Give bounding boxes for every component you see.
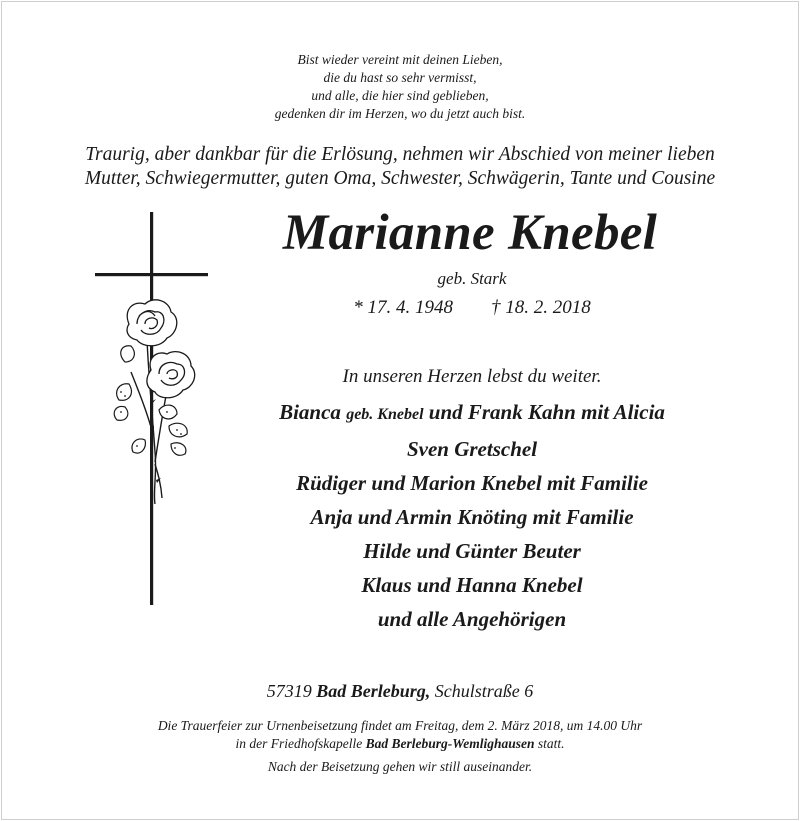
intro-line: Traurig, aber dankbar für die Erlösung, nehmen wir Abschied von meiner lieben (85, 144, 715, 165)
mourner-first-name: Bianca (279, 400, 341, 424)
mourner-line: und alle Angehörigen (377, 607, 567, 631)
family-address (0, 679, 800, 703)
address-zip: 57319 (266, 681, 312, 701)
mourner-rest: und Frank Kahn mit Alicia (428, 400, 665, 424)
mourner-line: Hilde und Günter Beuter (363, 539, 581, 563)
deceased-name: Marianne Knebel (282, 205, 658, 261)
verse-line: gedenken dir im Herzen, wo du jetzt auch bist. (274, 106, 526, 121)
funeral-place: Bad Berleburg-Wemlighausen (365, 736, 535, 751)
closing-line: Nach der Beisetzung gehen wir still auseinander. (267, 759, 533, 774)
mourner-line (222, 395, 722, 432)
mourner-line: Klaus und Hanna Knebel (361, 573, 583, 597)
verse-line: Bist wieder vereint mit deinen Lieben, (297, 52, 503, 67)
mourner-maiden-name: geb. Knebel (346, 406, 424, 423)
death-date: † 18. 2. 2018 (491, 297, 591, 318)
funeral-pre: in der Friedhofskapelle (235, 736, 363, 751)
funeral-line (0, 735, 800, 753)
maiden-name: geb. Stark (437, 269, 507, 288)
mourner-line: Rüdiger und Marion Knebel mit Familie (296, 471, 648, 495)
memorial-verse (0, 51, 800, 123)
intro-text (0, 143, 800, 191)
address-street: Schulstraße 6 (434, 681, 534, 701)
mourner-line: Anja und Armin Knöting mit Familie (310, 505, 634, 529)
mourners-list (222, 395, 722, 636)
verse-line: und alle, die hier sind geblieben, (311, 88, 489, 103)
cross-with-roses-icon (95, 212, 210, 607)
funeral-post: statt. (537, 736, 565, 751)
funeral-line: Die Trauerfeier zur Urnenbeisetzung findet am Freitag, dem 2. März 2018, um 14.00 Uhr (157, 718, 643, 733)
birth-date: * 17. 4. 1948 (353, 297, 453, 318)
life-dates (272, 296, 672, 320)
hearts-line: In unseren Herzen lebst du weiter. (342, 366, 602, 387)
verse-line: die du hast so sehr vermisst, (323, 70, 477, 85)
address-city: Bad Berleburg, (316, 681, 431, 701)
intro-line: Mutter, Schwiegermutter, guten Oma, Schwester, Schwägerin, Tante und Cousine (84, 168, 716, 189)
mourner-line: Sven Gretschel (406, 437, 538, 461)
funeral-info (0, 717, 800, 753)
